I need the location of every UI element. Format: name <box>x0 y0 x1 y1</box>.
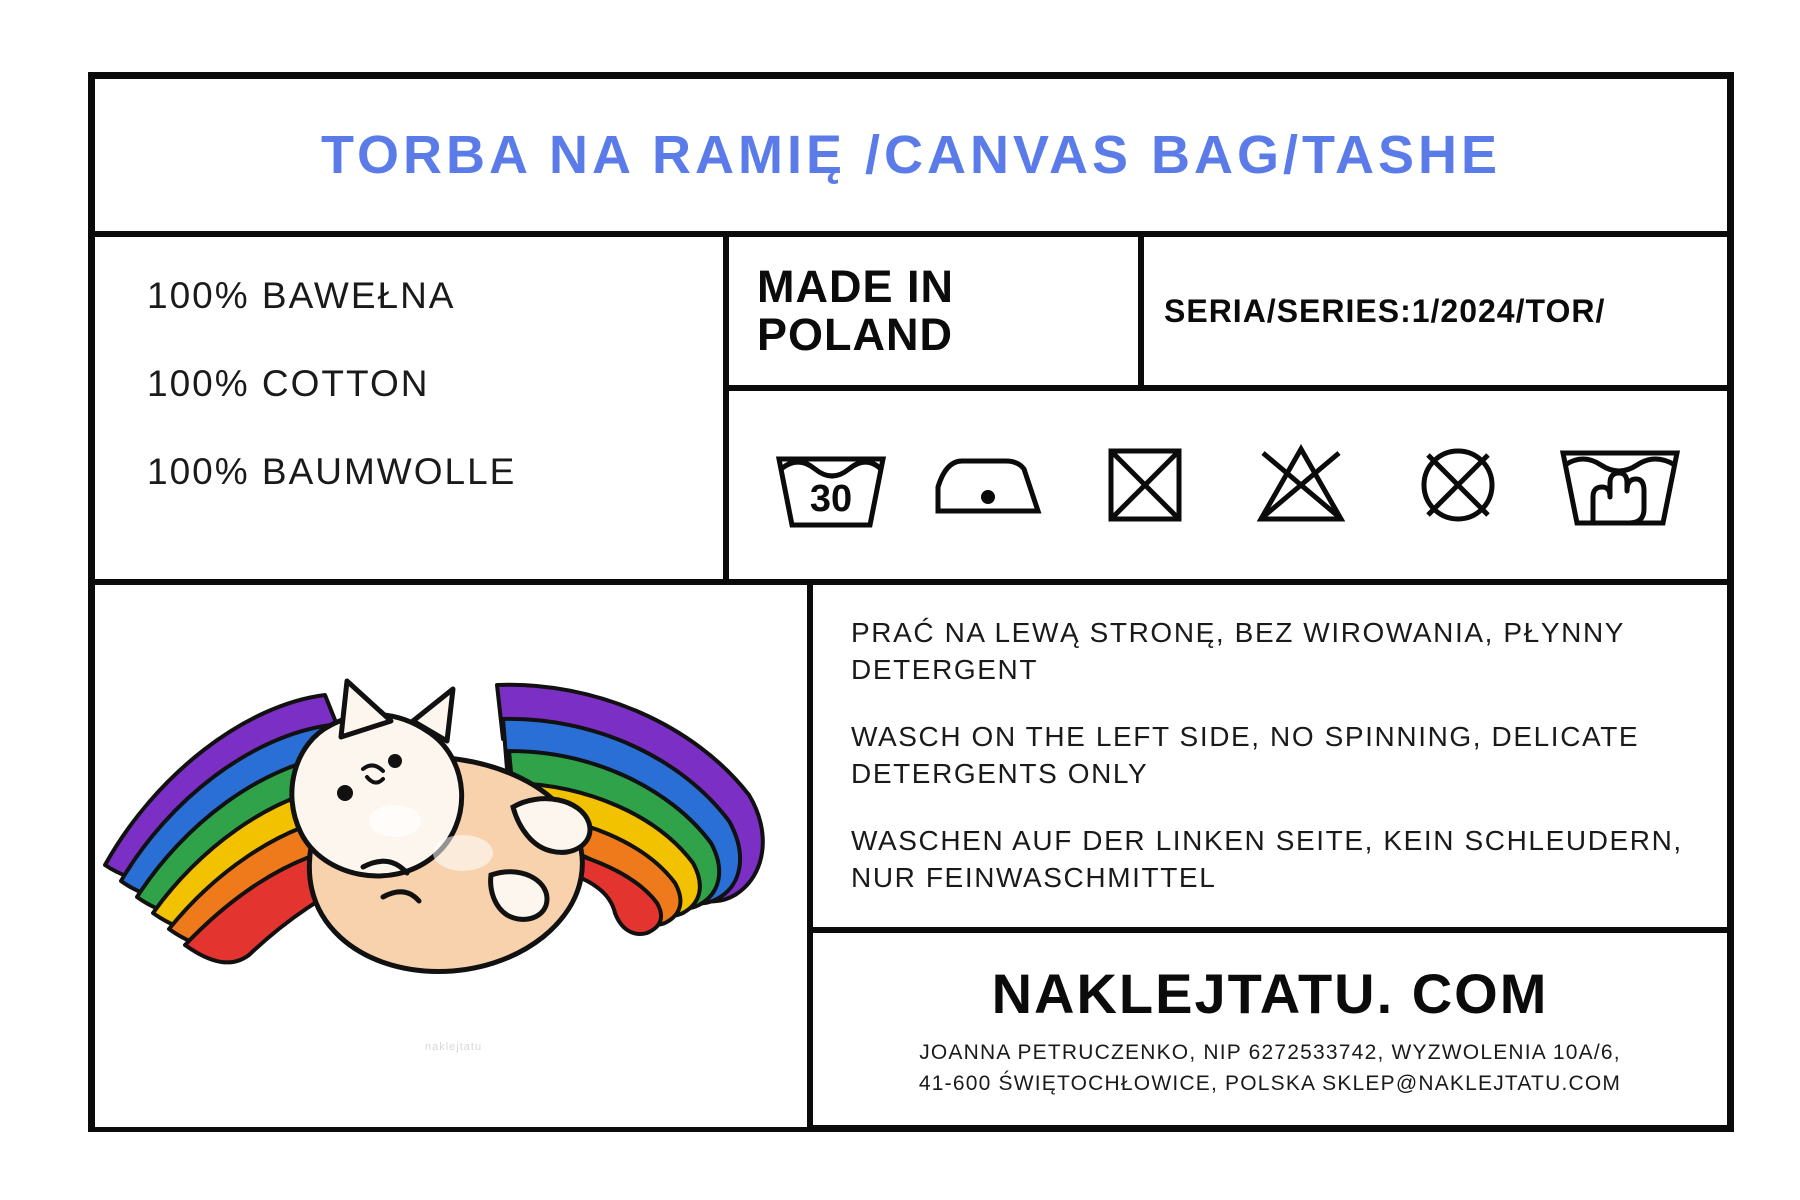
care-instruction-pl: PRAĆ NA LEWĄ STRONĘ, BEZ WIROWANIA, PŁYNNY DETERGENT <box>851 617 1625 685</box>
brand-name: NAKLEJTATU. COM <box>991 962 1549 1026</box>
brand-address-line-1: JOANNA PETRUCZENKO, NIP 6272533742, WYZWOLENIA 10A/6, <box>919 1041 1621 1065</box>
care-instruction-de: WASCHEN AUF DER LINKEN SEITE, KEIN SCHLEUDERN, NUR FEINWASCHMITTEL <box>851 824 1683 893</box>
product-care-label <box>88 72 1734 1132</box>
no-tumble-dry-icon <box>1241 439 1361 531</box>
label-title-row <box>95 79 1727 237</box>
artwork-watermark: naklejtatu <box>425 1041 483 1053</box>
series-block <box>1144 237 1727 385</box>
hand-wash-icon <box>1555 439 1685 531</box>
made-in-block <box>729 237 1144 385</box>
artwork-panel <box>95 585 813 1127</box>
composition-line-en: 100% COTTON <box>147 363 430 404</box>
svg-text:30: 30 <box>810 478 853 520</box>
origin-row <box>729 237 1727 391</box>
origin-and-care-block <box>729 237 1727 579</box>
made-in-line-2: POLAND <box>757 309 953 360</box>
wash-30-icon <box>771 439 891 531</box>
brand-block <box>813 933 1727 1127</box>
page-title: TORBA NA RAMIĘ /CANVAS BAG/TASHE <box>320 125 1502 185</box>
composition-line-pl: 100% BAWEŁNA <box>147 275 456 316</box>
iron-low-icon <box>928 439 1048 531</box>
label-bottom-row <box>95 585 1727 1127</box>
care-instruction-en: WASCH ON THE LEFT SIDE, NO SPINNING, DELICATE DETERGENTS ONLY <box>851 720 1640 789</box>
brand-address-line-2: 41-600 ŚWIĘTOCHŁOWICE, POLSKA SKLEP@NAKLEJTATU.COM <box>918 1071 1622 1095</box>
label-middle-row <box>95 237 1727 585</box>
no-bleach-icon <box>1085 439 1205 531</box>
series-text: SERIA/SERIES:1/2024/TOR/ <box>1164 292 1606 329</box>
composition-block <box>95 237 729 579</box>
care-instructions-block <box>813 585 1727 933</box>
care-symbols-row <box>729 391 1727 579</box>
composition-line-de: 100% BAUMWOLLE <box>147 451 517 492</box>
no-dry-clean-icon <box>1398 439 1518 531</box>
instructions-and-brand <box>813 585 1727 1127</box>
made-in-line-1: MADE IN <box>757 260 954 312</box>
